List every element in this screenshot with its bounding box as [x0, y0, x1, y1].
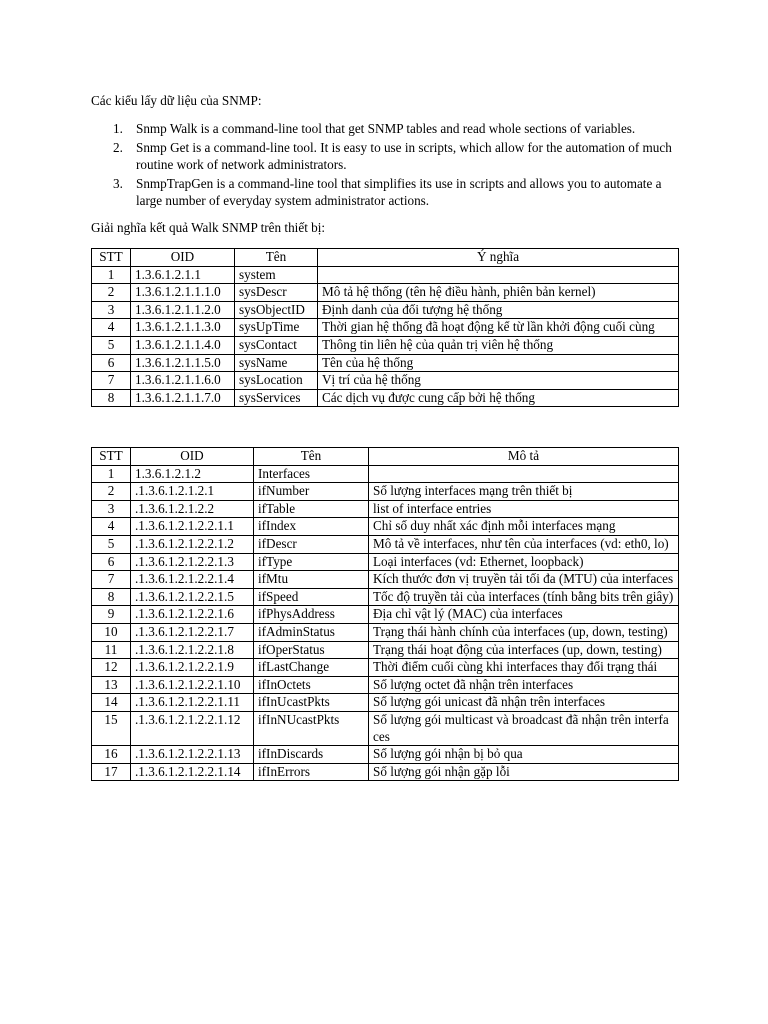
cell-stt: 8 — [92, 588, 131, 606]
cell-name: sysLocation — [235, 372, 318, 390]
cell-name: Interfaces — [254, 465, 369, 483]
header-oid: OID — [131, 249, 235, 267]
cell-stt: 14 — [92, 694, 131, 712]
cell-stt: 9 — [92, 606, 131, 624]
cell-oid: .1.3.6.1.2.1.2.2.1.14 — [131, 763, 254, 781]
table-row — [92, 641, 679, 659]
cell-description: Địa chỉ vật lý (MAC) của interfaces — [369, 606, 679, 624]
intro-heading: Các kiểu lấy dữ liệu của SNMP: — [91, 93, 262, 108]
cell-stt: 2 — [92, 284, 131, 302]
list-item — [91, 139, 681, 174]
cell-name: ifInErrors — [254, 763, 369, 781]
cell-description: Kích thước đơn vị truyền tải tối đa (MTU) của interfaces — [369, 571, 679, 589]
cell-name: ifInOctets — [254, 676, 369, 694]
cell-description: Số lượng gói unicast đã nhận trên interfaces — [369, 694, 679, 712]
list-number: 3. — [113, 175, 123, 191]
cell-oid: .1.3.6.1.2.1.2.2.1.2 — [131, 535, 254, 553]
cell-oid: .1.3.6.1.2.1.2.2.1.13 — [131, 746, 254, 764]
cell-stt: 16 — [92, 746, 131, 764]
list-number: 2. — [113, 139, 123, 155]
header-name: Tên — [235, 249, 318, 267]
cell-stt: 7 — [92, 571, 131, 589]
cell-name: sysServices — [235, 389, 318, 407]
cell-description: Định danh của đối tượng hệ thống — [318, 301, 679, 319]
table-row — [92, 694, 679, 712]
table-row — [92, 372, 679, 390]
table-row — [92, 571, 679, 589]
cell-name: sysDescr — [235, 284, 318, 302]
cell-description: Số lượng octet đã nhận trên interfaces — [369, 676, 679, 694]
list-item — [91, 175, 681, 210]
table-row — [92, 336, 679, 354]
cell-name: ifType — [254, 553, 369, 571]
cell-description: Trạng thái hành chính của interfaces (up, down, testing) — [369, 623, 679, 641]
cell-name: ifIndex — [254, 518, 369, 536]
table-row — [92, 553, 679, 571]
cell-description: Thời điểm cuối cùng khi interfaces thay đổi trạng thái — [369, 659, 679, 677]
list-text: SnmpTrapGen is a command-line tool that simplifies its use in scripts and allows you to automate a large number of everyday system administrator actions. — [136, 175, 662, 208]
cell-description: Tên của hệ thống — [318, 354, 679, 372]
cell-oid: .1.3.6.1.2.1.2.2.1.9 — [131, 659, 254, 677]
cell-name: sysContact — [235, 336, 318, 354]
table-row — [92, 763, 679, 781]
table-row — [92, 500, 679, 518]
cell-oid: 1.3.6.1.2.1.1.5.0 — [131, 354, 235, 372]
cell-description: Mô tả về interfaces, như tên của interfaces (vd: eth0, lo) — [369, 535, 679, 553]
table-row — [92, 301, 679, 319]
header-name: Tên — [254, 448, 369, 466]
table-row — [92, 389, 679, 407]
list-item — [91, 120, 681, 138]
cell-description: Số lượng gói multicast và broadcast đã nhận trên interfaces — [369, 711, 679, 745]
cell-name: ifNumber — [254, 483, 369, 501]
cell-name: sysName — [235, 354, 318, 372]
cell-oid: .1.3.6.1.2.1.2.2.1.3 — [131, 553, 254, 571]
table-row — [92, 711, 679, 745]
cell-description: Trạng thái hoạt động của interfaces (up, down, testing) — [369, 641, 679, 659]
cell-oid: .1.3.6.1.2.1.2.2.1.8 — [131, 641, 254, 659]
cell-oid: .1.3.6.1.2.1.2.2.1.4 — [131, 571, 254, 589]
cell-description: Vị trí của hệ thống — [318, 372, 679, 390]
table-row — [92, 284, 679, 302]
table-row — [92, 746, 679, 764]
cell-name: ifTable — [254, 500, 369, 518]
table-row — [92, 535, 679, 553]
cell-stt: 2 — [92, 483, 131, 501]
cell-oid: .1.3.6.1.2.1.2.2.1.11 — [131, 694, 254, 712]
header-oid: OID — [131, 448, 254, 466]
table-row — [92, 606, 679, 624]
cell-oid: .1.3.6.1.2.1.2.2.1.1 — [131, 518, 254, 536]
cell-oid: .1.3.6.1.2.1.2.2.1.12 — [131, 711, 254, 745]
table-row — [92, 319, 679, 337]
cell-stt: 3 — [92, 500, 131, 518]
cell-oid: .1.3.6.1.2.1.2.2.1.6 — [131, 606, 254, 624]
cell-stt: 4 — [92, 518, 131, 536]
list-text: Snmp Walk is a command-line tool that get SNMP tables and read whole sections of variables. — [136, 121, 636, 136]
cell-description — [318, 266, 679, 284]
table-header-row — [92, 448, 679, 466]
table-row — [92, 623, 679, 641]
cell-stt: 10 — [92, 623, 131, 641]
list-text: Snmp Get is a command-line tool. It is easy to use in scripts, which allow for the automation of much routine work of network administrators. — [136, 139, 672, 172]
cell-name: sysObjectID — [235, 301, 318, 319]
system-oid-table — [91, 248, 679, 407]
table-row — [92, 659, 679, 677]
cell-name: ifPhysAddress — [254, 606, 369, 624]
cell-oid: 1.3.6.1.2.1.2 — [131, 465, 254, 483]
cell-name: ifOperStatus — [254, 641, 369, 659]
table-row — [92, 465, 679, 483]
cell-stt: 13 — [92, 676, 131, 694]
cell-name: sysUpTime — [235, 319, 318, 337]
cell-description: Tốc độ truyền tải của interfaces (tính bằng bits trên giây) — [369, 588, 679, 606]
cell-stt: 4 — [92, 319, 131, 337]
cell-name: ifDescr — [254, 535, 369, 553]
cell-name: ifMtu — [254, 571, 369, 589]
cell-description: Loại interfaces (vd: Ethernet, loopback) — [369, 553, 679, 571]
cell-stt: 5 — [92, 336, 131, 354]
cell-description: Số lượng gói nhận gặp lỗi — [369, 763, 679, 781]
snmp-methods-list — [91, 120, 681, 211]
cell-name: ifAdminStatus — [254, 623, 369, 641]
interfaces-oid-table — [91, 447, 679, 781]
cell-stt: 17 — [92, 763, 131, 781]
cell-stt: 6 — [92, 553, 131, 571]
walk-heading: Giải nghĩa kết quả Walk SNMP trên thiết bị: — [91, 220, 326, 235]
cell-description: Mô tả hệ thống (tên hệ điều hành, phiên bản kernel) — [318, 284, 679, 302]
cell-stt: 5 — [92, 535, 131, 553]
cell-oid: 1.3.6.1.2.1.1.6.0 — [131, 372, 235, 390]
cell-description — [369, 465, 679, 483]
cell-description: Số lượng interfaces mạng trên thiết bị — [369, 483, 679, 501]
header-description: Mô tả — [369, 448, 679, 466]
cell-stt: 6 — [92, 354, 131, 372]
cell-description: list of interface entries — [369, 500, 679, 518]
table-row — [92, 676, 679, 694]
cell-stt: 12 — [92, 659, 131, 677]
cell-description: Số lượng gói nhận bị bỏ qua — [369, 746, 679, 764]
cell-description: Các dịch vụ được cung cấp bởi hệ thống — [318, 389, 679, 407]
table-header-row — [92, 249, 679, 267]
header-stt: STT — [92, 448, 131, 466]
cell-oid: .1.3.6.1.2.1.2.2.1.7 — [131, 623, 254, 641]
cell-description: Chỉ số duy nhất xác định mỗi interfaces mạng — [369, 518, 679, 536]
cell-stt: 15 — [92, 711, 131, 745]
cell-oid: 1.3.6.1.2.1.1.3.0 — [131, 319, 235, 337]
cell-oid: 1.3.6.1.2.1.1 — [131, 266, 235, 284]
cell-oid: .1.3.6.1.2.1.2.1 — [131, 483, 254, 501]
cell-oid: 1.3.6.1.2.1.1.7.0 — [131, 389, 235, 407]
header-meaning: Ý nghĩa — [318, 249, 679, 267]
cell-oid: .1.3.6.1.2.1.2.2 — [131, 500, 254, 518]
cell-description: Thời gian hệ thống đã hoạt động kể từ lần khởi động cuối cùng — [318, 319, 679, 337]
cell-name: system — [235, 266, 318, 284]
table-row — [92, 588, 679, 606]
cell-name: ifInDiscards — [254, 746, 369, 764]
cell-stt: 3 — [92, 301, 131, 319]
table-row — [92, 354, 679, 372]
table-row — [92, 266, 679, 284]
list-number: 1. — [113, 121, 123, 136]
cell-oid: .1.3.6.1.2.1.2.2.1.10 — [131, 676, 254, 694]
cell-oid: 1.3.6.1.2.1.1.4.0 — [131, 336, 235, 354]
cell-stt: 11 — [92, 641, 131, 659]
cell-name: ifInUcastPkts — [254, 694, 369, 712]
cell-stt: 1 — [92, 465, 131, 483]
cell-stt: 7 — [92, 372, 131, 390]
cell-oid: .1.3.6.1.2.1.2.2.1.5 — [131, 588, 254, 606]
cell-name: ifLastChange — [254, 659, 369, 677]
cell-stt: 1 — [92, 266, 131, 284]
cell-description: Thông tin liên hệ của quản trị viên hệ thống — [318, 336, 679, 354]
table-row — [92, 483, 679, 501]
cell-name: ifInNUcastPkts — [254, 711, 369, 745]
cell-oid: 1.3.6.1.2.1.1.1.0 — [131, 284, 235, 302]
cell-name: ifSpeed — [254, 588, 369, 606]
cell-stt: 8 — [92, 389, 131, 407]
cell-oid: 1.3.6.1.2.1.1.2.0 — [131, 301, 235, 319]
table-row — [92, 518, 679, 536]
header-stt: STT — [92, 249, 131, 267]
